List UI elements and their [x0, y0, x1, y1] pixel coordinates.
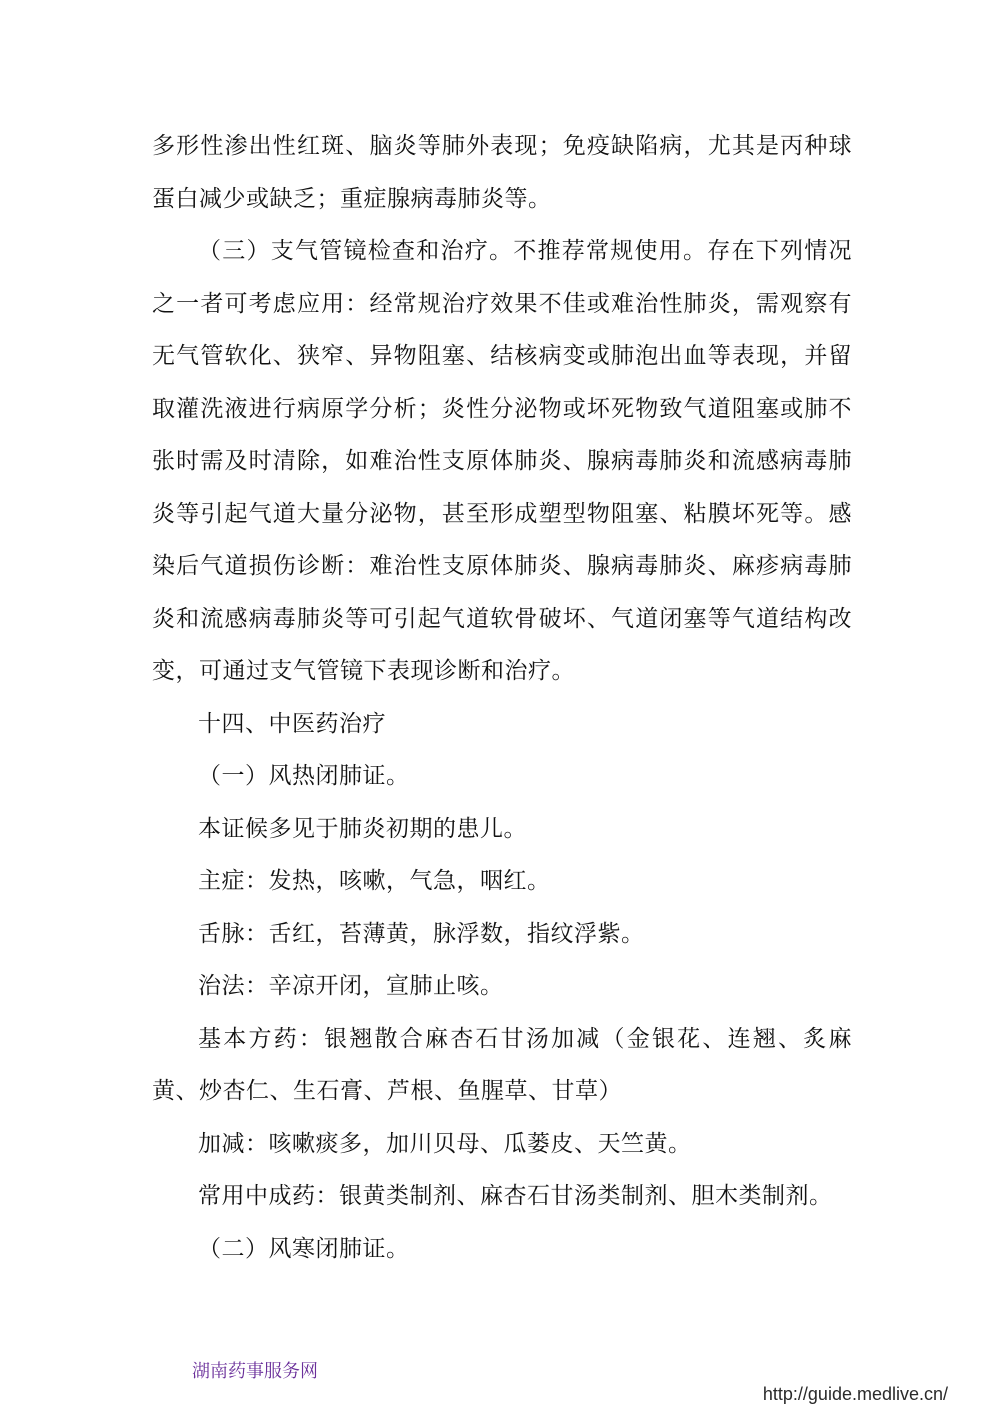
paragraph-main-symptoms: 主症：发热，咳嗽，气急，咽红。: [198, 868, 551, 894]
paragraph-patent-medicine: 常用中成药：银黄类制剂、麻杏石甘汤类制剂、胆木类制剂。: [198, 1183, 833, 1209]
paragraph-syndrome-note: 本证候多见于肺炎初期的患儿。: [198, 815, 527, 842]
subheading-wind-heat: （一）风热闭肺证。: [198, 763, 410, 789]
footer-url[interactable]: http://guide.medlive.cn/: [762, 1384, 948, 1404]
paragraph-bronchoscopy: （三）支气管镜检查和治疗。不推荐常规使用。存在下列情况之一者可考虑应用：经常规治疗效果不佳或难治性肺炎，需观察有无气管软化、狭窄、异物阻塞、结核病变或肺泡出血等表现，并留取灌洗液进行病原学分析；炎性分泌物或坏死物致气道阻塞或肺不张时需及时清除，如难治性支原体肺炎、腺病毒肺炎和流感病毒肺炎等引起气道大量分泌物，甚至形成塑型物阻塞、粘膜坏死等。感染后气道损伤诊断：难治性支原体肺炎、腺病毒肺炎、麻疹病毒肺炎和流感病毒肺炎等可引起气道软骨破坏、气道闭塞等气道结构改变，可通过支气管镜下表现诊断和治疗。: [152, 238, 852, 684]
section-heading-tcm: 十四、中医药治疗: [198, 710, 386, 737]
footer-site-name: 湖南药事服务网: [192, 1361, 318, 1382]
subheading-wind-cold: （二）风寒闭肺证。: [198, 1235, 410, 1262]
paragraph-tongue-pulse: 舌脉：舌红，苔薄黄，脉浮数，指纹浮紫。: [198, 920, 645, 947]
paragraph-basic-prescription: 基本方药：银翘散合麻杏石甘汤加减（金银花、连翘、炙麻黄、炒杏仁、生石膏、芦根、鱼腥草、甘草）: [152, 1025, 852, 1104]
paragraph-treatment-method: 治法：辛凉开闭，宣肺止咳。: [198, 973, 504, 999]
document-body: [152, 120, 852, 1275]
paragraph-continuation: 多形性渗出性红斑、脑炎等肺外表现；免疫缺陷病，尤其是丙种球蛋白减少或缺乏；重症腺病毒肺炎等。: [152, 133, 852, 212]
paragraph-modification: 加减：咳嗽痰多，加川贝母、瓜蒌皮、天竺黄。: [198, 1130, 692, 1157]
